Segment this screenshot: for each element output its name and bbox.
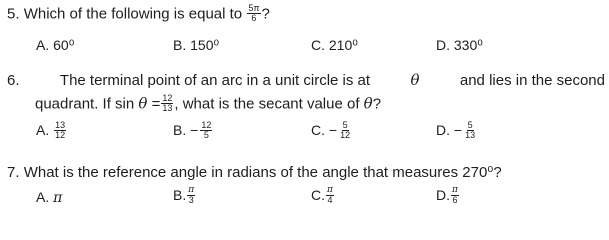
question-5-option-b[interactable] [173,37,219,53]
fraction-numerator: 12 [201,120,212,130]
option-value: 330⁰ [453,37,483,53]
question-5-option-a[interactable] [36,37,74,53]
fraction-numerator: 12 [162,93,173,103]
option-label: B. [173,122,187,139]
option-fraction [326,186,334,205]
question-mark: ? [372,95,382,113]
option-fraction [464,121,476,140]
question-7-number: 7. [7,164,20,181]
option-fraction [187,186,195,205]
question-7-option-a[interactable] [36,189,62,206]
pi-symbol: π [53,190,63,206]
equals-sign: = [151,95,161,113]
option-label: C. [311,122,325,139]
option-value: 150⁰ [190,37,220,53]
option-fraction [200,121,212,140]
fraction-denominator: 3 [188,195,194,205]
question-6-option-c[interactable] [311,122,352,141]
question-6-line-1 [7,72,605,89]
question-5-option-c[interactable] [311,37,358,53]
option-fraction [339,121,351,140]
fraction-denominator: 6 [251,13,257,23]
question-6-text-1-end: and lies in the second [459,72,605,89]
option-label: B. [173,187,187,204]
question-6-line-2 [35,95,381,114]
option-label: D. [436,187,450,204]
question-6-number: 6. [7,72,20,89]
theta-symbol: θ [363,94,373,113]
question-6-option-b[interactable] [173,122,213,141]
fraction-denominator: 13 [465,130,476,140]
question-6-option-d[interactable] [436,122,477,141]
option-label: A. [36,37,50,53]
question-mark: ? [261,5,270,23]
option-label: A. [36,122,50,139]
minus-sign: − [190,122,199,139]
fraction-numerator: 13 [55,120,66,130]
option-fraction [54,121,66,140]
fraction-numerator: 5 [342,120,348,130]
question-6-text-2-mid: , what is the secant value of [174,95,360,113]
question-6-fraction [161,94,173,113]
option-value: 210⁰ [328,37,358,53]
option-label: D. [436,122,450,139]
question-7-text: What is the reference angle in radians of the angle that measures 270⁰? [23,164,502,181]
question-6-option-a[interactable] [36,122,67,141]
option-label: A. [36,189,50,205]
fraction-numerator: π [452,185,458,195]
fraction-denominator: 5 [203,130,209,140]
fraction-numerator: 5π [248,3,260,13]
fraction-numerator: π [188,185,195,195]
fraction-denominator: 4 [327,195,333,205]
fraction-numerator: 5 [467,120,473,130]
question-6-text-2: quadrant. If sin [35,95,135,113]
question-7-option-b[interactable] [173,187,196,206]
question-7-stem [7,164,502,181]
fraction-denominator: 6 [452,195,458,205]
theta-symbol: θ [138,94,148,113]
question-5-number: 5. [7,5,20,23]
fraction-numerator: π [327,185,333,195]
question-7-option-d[interactable] [436,187,460,206]
question-5-stem [7,5,270,24]
question-5-text: Which of the following is equal to [23,5,243,23]
option-value: 60⁰ [53,37,75,53]
question-7-option-c[interactable] [311,187,335,206]
minus-sign: − [328,122,338,139]
fraction-denominator: 13 [162,103,173,113]
theta-symbol: θ [410,71,420,89]
option-label: D. [436,37,450,53]
option-label: B. [173,37,187,53]
option-label: C. [311,37,325,53]
question-5-fraction [247,4,260,23]
minus-sign: − [453,122,463,139]
option-fraction [451,186,459,205]
fraction-denominator: 12 [55,130,66,140]
option-label: C. [311,187,325,204]
fraction-denominator: 12 [340,130,351,140]
question-5-option-d[interactable] [436,37,483,53]
question-6-text-1: The terminal point of an arc in a unit circle is at [59,72,371,89]
